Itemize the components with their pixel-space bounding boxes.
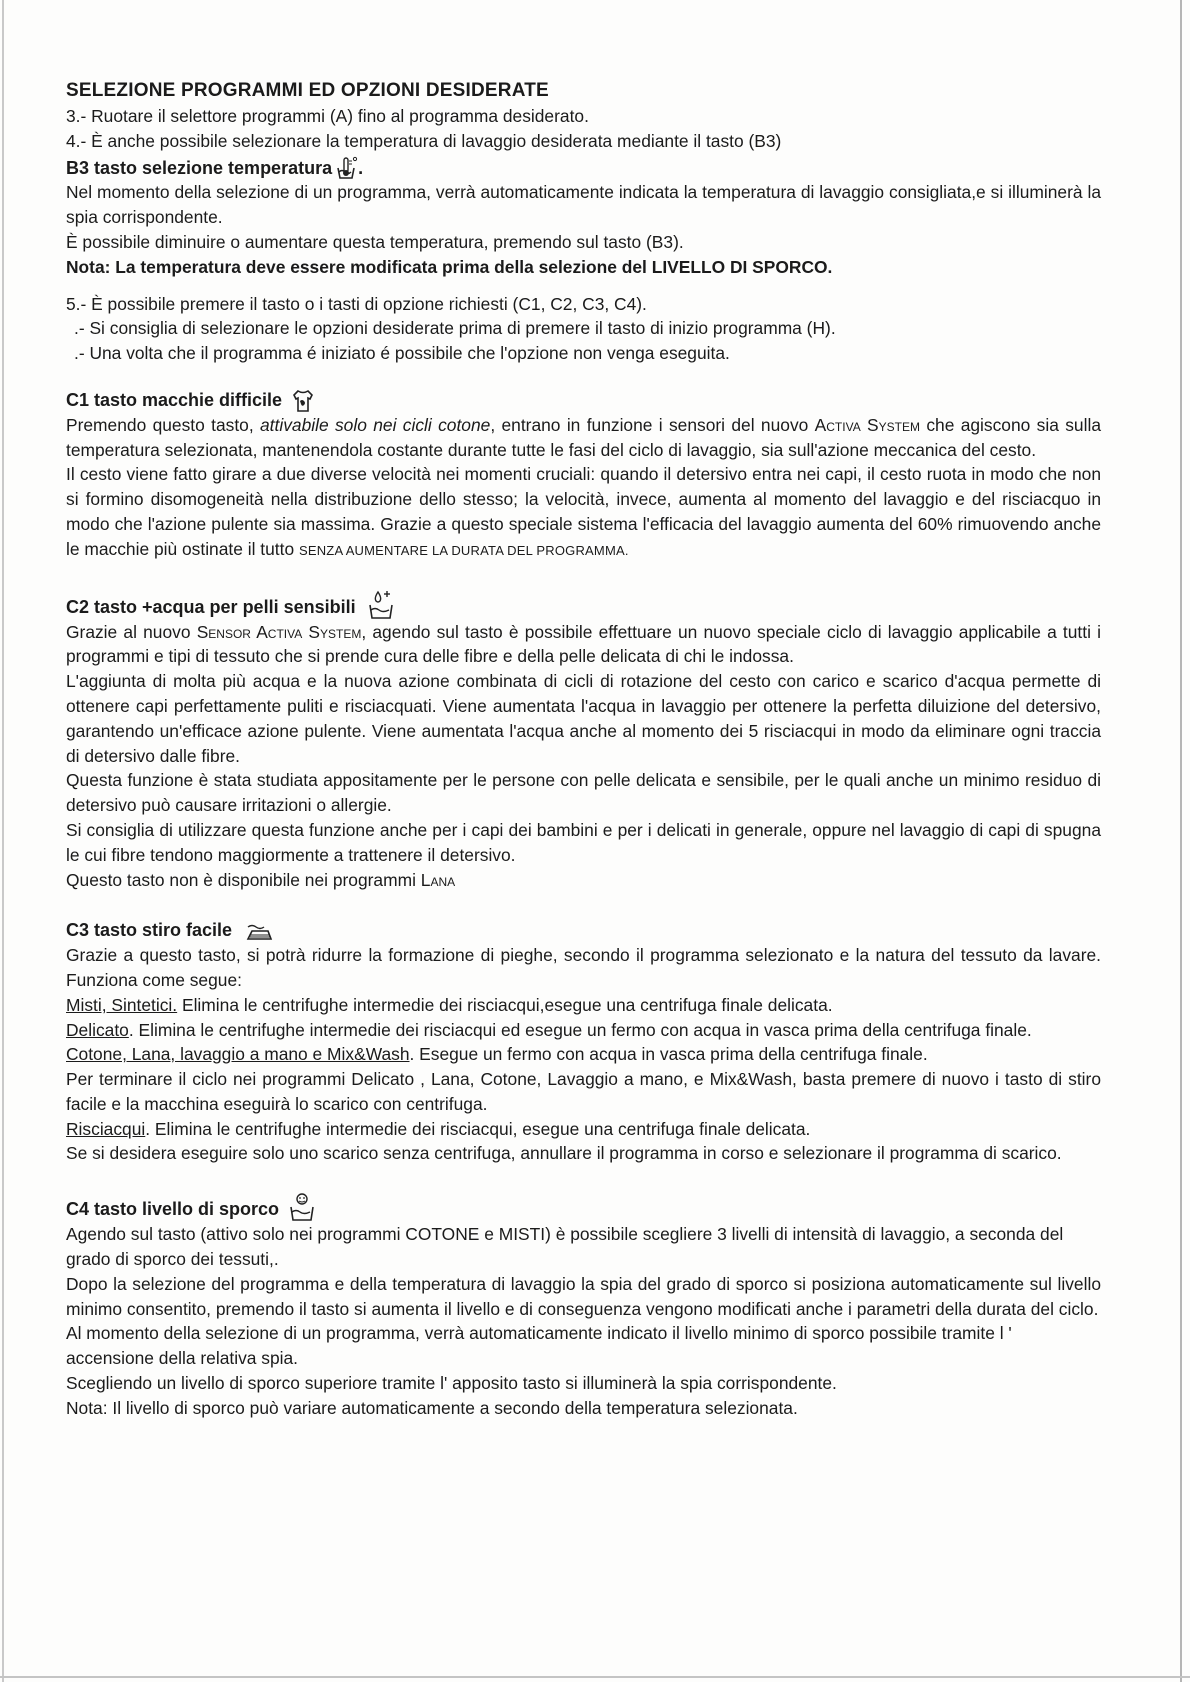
b3-paragraph-1: Nel momento della selezione di un programma, verrà automaticamente indicata la temperatura di lavaggio consigliata,e si illuminerà la spia corrispondente. bbox=[66, 182, 1101, 228]
b3-heading-text: B3 tasto selezione temperatura bbox=[66, 157, 333, 178]
c3-paragraph-2: Per terminare il ciclo nei programmi Delicato , Lana, Cotone, Lavaggio a mano, e Mix&Wash, basta premere di nuovo i tasto di stiro facile e la macchina eseguirà lo scarico con centrifuga. bbox=[66, 1069, 1101, 1114]
c4-paragraph-2: Dopo la selezione del programma e della temperatura di lavaggio la spia del grado di sporco si posiziona automaticamente sul livello minimo consentito, premendo il tasto si aumenta il livello e di conseguenza vengono modificati anche i parametri della durata del ciclo. bbox=[66, 1273, 1101, 1319]
c4-paragraph-5: Nota: Il livello di sporco può variare automaticamente a secondo della temperatura selezionata. bbox=[66, 1397, 798, 1418]
c3-item-risciacqui-label: Risciacqui bbox=[66, 1118, 146, 1139]
b3-note: Nota: La temperatura deve essere modificata prima della selezione del LIVELLO DI SPORCO. bbox=[66, 256, 833, 277]
c2-p5-caps: Lana bbox=[420, 869, 456, 890]
c3-item-cotone bbox=[66, 1042, 1101, 1067]
c2-paragraph-4: Si consiglia di utilizzare questa funzione anche per i capi dei bambini e per i delicati in generale, oppure nel lavaggio di capi di spugna le cui fibre tendono maggiormente a trattenere il detersivo. bbox=[66, 819, 1101, 865]
c3-item-risciacqui bbox=[66, 1117, 1101, 1142]
c1-p1-text-2: , entrano in funzione i sensori del nuovo bbox=[490, 414, 815, 435]
c1-p2-caps: SENZA AUMENTARE LA DURATA DEL PROGRAMMA. bbox=[298, 542, 629, 558]
c4-paragraph-3: Al momento della selezione di un programma, verrà automaticamente indicato il livello minimo di sporco possibile tramite l ' accensione della relativa spia. bbox=[66, 1323, 1012, 1369]
water-plus-tub-icon bbox=[368, 590, 394, 620]
c2-heading bbox=[66, 590, 1101, 620]
stained-shirt-icon bbox=[292, 389, 314, 413]
manual-page bbox=[66, 78, 1101, 1421]
b3-paragraph-2: È possibile diminuire o aumentare questa temperatura, premendo sul tasto (B3). bbox=[66, 231, 684, 252]
step-4: 4.- È anche possibile selezionare la temperatura di lavaggio desiderata mediante il tasto (B3) bbox=[66, 130, 782, 151]
c4-paragraph-1: Agendo sul tasto (attivo solo nei programmi COTONE e MISTI) è possibile scegliere 3 livelli di intensità di lavaggio, a seconda del grado di sporco dei tessuti,. bbox=[66, 1224, 1064, 1270]
page-title: SELEZIONE PROGRAMMI ED OPZIONI DESIDERATE bbox=[66, 80, 549, 101]
b3-heading bbox=[66, 156, 1101, 181]
c3-item-delicato bbox=[66, 1018, 1101, 1043]
step-5: 5.- È possibile premere il tasto o i tasti di opzione richiesti (C1, C2, C3, C4). bbox=[66, 293, 647, 314]
c2-paragraph-5 bbox=[66, 868, 1101, 893]
step-5-hint-1: .- Si consiglia di selezionare le opzioni desiderate prima di premere il tasto di inizio programma (H). bbox=[74, 318, 836, 339]
step-3: 3.- Ruotare il selettore programmi (A) fino al programma desiderato. bbox=[66, 106, 589, 126]
c3-heading bbox=[66, 918, 1101, 943]
c2-p5-text: Questo tasto non è disponibile nei programmi bbox=[66, 869, 421, 890]
c3-item-misti bbox=[66, 993, 1101, 1018]
c4-paragraph-4: Scegliendo un livello di sporco superiore tramite l' apposito tasto si illuminerà la spia corrispondente. bbox=[66, 1373, 837, 1394]
c1-brand-name: Activa System bbox=[814, 414, 920, 435]
c2-heading-text: C2 tasto +acqua per pelli sensibili bbox=[66, 596, 356, 617]
scan-edge-left bbox=[2, 0, 4, 1682]
c4-heading-text: C4 tasto livello di sporco bbox=[66, 1199, 280, 1220]
c1-heading-text: C1 tasto macchie difficile bbox=[66, 389, 283, 410]
c1-paragraph-2 bbox=[66, 462, 1101, 563]
c2-brand-name: Sensor Activa System bbox=[196, 621, 362, 642]
c1-p1-text-3: che agiscono sia sulla temperatura selezionata, mantenendola costante durante tutte le fasi del ciclo di lavaggio, sia sull'azione meccanica del cesto. bbox=[66, 414, 1101, 460]
c3-item-risciacqui-text: . Elimina le centrifughe intermedie dei risciacqui, esegue una centrifuga finale delicata. bbox=[145, 1118, 811, 1139]
scan-edge-bottom bbox=[0, 1676, 1190, 1678]
c3-item-delicato-text: . Elimina le centrifughe intermedie dei risciacqui ed esegue un fermo con acqua in vasca prima della centrifuga finale. bbox=[128, 1019, 1032, 1040]
b3-heading-suffix: . bbox=[358, 157, 364, 178]
c3-item-delicato-label: Delicato bbox=[66, 1019, 129, 1040]
c1-p2-text: Il cesto viene fatto girare a due diverse velocità nei momenti cruciali: quando il detersivo entra nei capi, il cesto ruota in modo che non si formino disomogeneità nella distribuzione dello stesso; la velocità, invece, aumenta al momento del lavaggio e del risciacquo in modo che l'azione pulente sia massima. Grazie a questo speciale sistema l'efficacia del lavaggio aumenta del 60% rimuovendo anche le macchie più ostinate il tutto bbox=[66, 464, 1101, 559]
c2-paragraph-1 bbox=[66, 620, 1101, 670]
c1-paragraph-1 bbox=[66, 413, 1101, 463]
c2-paragraph-3: Questa funzione è stata studiata appositamente per le persone con pelle delicata e sensibile, per le quali anche un minimo residuo di detersivo può causare irritazioni o allergie. bbox=[66, 770, 1101, 816]
c3-item-cotone-text: . Esegue un fermo con acqua in vasca prima della centrifuga finale. bbox=[409, 1044, 928, 1065]
c3-item-misti-label: Misti, Sintetici. bbox=[66, 994, 178, 1015]
dirt-level-tub-icon bbox=[289, 1192, 315, 1222]
iron-icon bbox=[244, 923, 274, 943]
c1-p1-italic: attivabile solo nei cicli cotone bbox=[260, 414, 491, 435]
c3-item-misti-text: Elimina le centrifughe intermedie dei risciacqui,esegue una centrifuga finale delicata. bbox=[177, 994, 833, 1015]
c2-p1-text-2: , agendo sul tasto è possibile effettuare un nuovo speciale ciclo di lavaggio applicabile a tutti i programmi e tipi di tessuto che si prende cura delle fibre e della pelle delicata di chi le indossa. bbox=[66, 621, 1101, 667]
c2-p1-text: Grazie al nuovo bbox=[66, 621, 197, 642]
thermometer-icon bbox=[336, 156, 358, 180]
c1-heading bbox=[66, 388, 1101, 413]
c4-heading bbox=[66, 1192, 1101, 1222]
scan-edge-right bbox=[1180, 0, 1182, 1682]
step-5-hint-2: .- Una volta che il programma é iniziato é possibile che l'opzione non venga eseguita. bbox=[74, 343, 730, 364]
c3-heading-text: C3 tasto stiro facile bbox=[66, 920, 233, 941]
c3-paragraph-1: Grazie a questo tasto, si potrà ridurre la formazione di pieghe, secondo il programma selezionato e la natura del tessuto da lavare. Funziona come segue: bbox=[66, 945, 1101, 990]
c3-paragraph-3: Se si desidera eseguire solo uno scarico senza centrifuga, annullare il programma in corso e selezionare il programma di scarico. bbox=[66, 1143, 1062, 1164]
c1-p1-text: Premendo questo tasto, bbox=[66, 414, 261, 435]
c2-paragraph-2: L'aggiunta di molta più acqua e la nuova azione combinata di cicli di rotazione del cesto con carico e scarico d'acqua permette di ottenere capi perfettamente puliti e risciacquati. Viene aumentata l'acqua in lavaggio per ottenere la perfetta diluizione del detersivo, garantendo un'efficace azione pulente. Viene aumentata l'acqua anche al momento dei 5 risciacqui in modo da eliminare ogni traccia di detersivo dalle fibre. bbox=[66, 671, 1101, 766]
c3-item-cotone-label: Cotone, Lana, lavaggio a mano e Mix&Wash bbox=[66, 1044, 410, 1065]
